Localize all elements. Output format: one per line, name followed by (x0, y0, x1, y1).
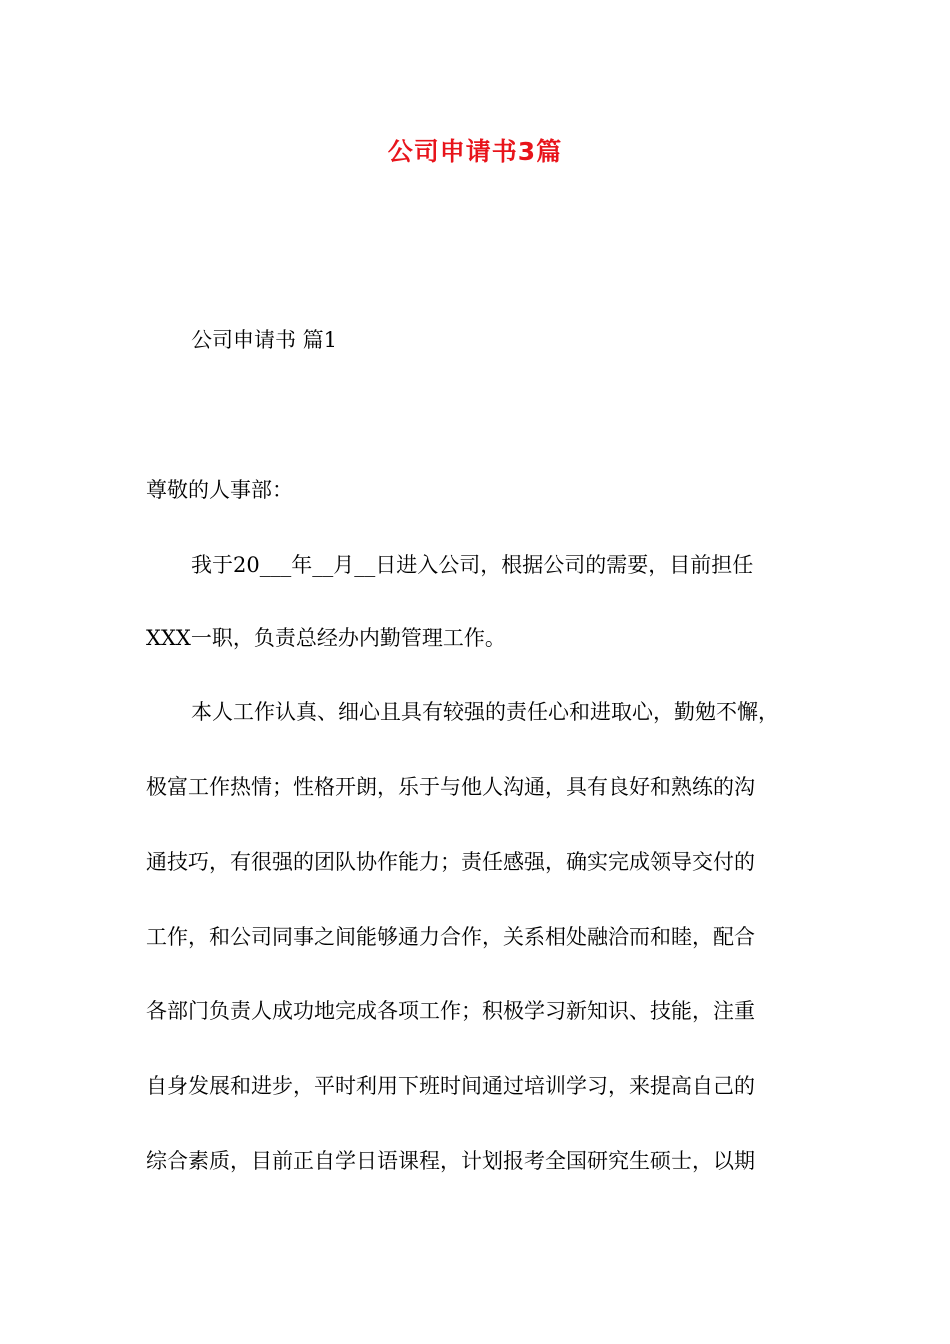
paragraph-line: 各部门负责人成功地完成各项工作；积极学习新知识、技能，注重 (146, 999, 755, 1023)
paragraph-line: 我于20___年__月__日进入公司，根据公司的需要，目前担任 (191, 553, 754, 577)
document-title: 公司申请书3篇 (387, 137, 563, 166)
salutation: 尊敬的人事部： (146, 478, 293, 502)
paragraph-line: 极富工作热情；性格开朗，乐于与他人沟通，具有良好和熟练的沟 (146, 775, 755, 799)
paragraph-line: XXX一职，负责总经办内勤管理工作。 (146, 626, 506, 650)
paragraph-line: 本人工作认真、细心且具有较强的责任心和进取心，勤勉不懈， (191, 700, 779, 724)
paragraph-line: 通技巧，有很强的团队协作能力；责任感强，确实完成领导交付的 (146, 850, 755, 874)
paragraph-line: 工作，和公司同事之间能够通力合作，关系相处融洽而和睦，配合 (146, 925, 755, 949)
section-heading: 公司申请书 篇1 (191, 328, 338, 352)
paragraph-line: 综合素质，目前正自学日语课程，计划报考全国研究生硕士，以期 (146, 1149, 755, 1173)
paragraph-line: 自身发展和进步，平时利用下班时间通过培训学习，来提高自己的 (146, 1074, 755, 1098)
